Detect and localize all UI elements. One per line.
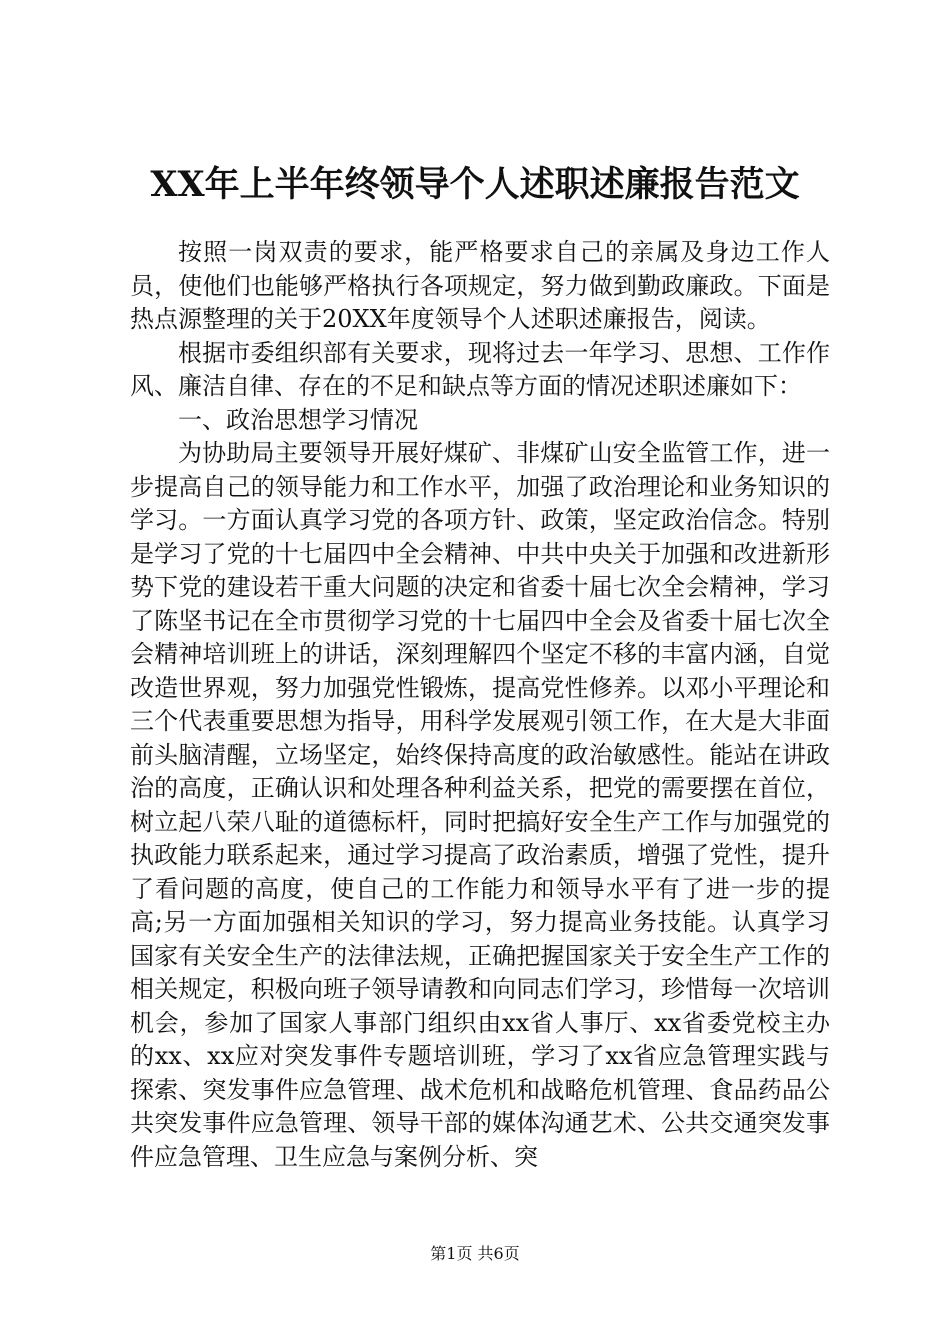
intro-paragraph: 按照一岗双责的要求，能严格要求自己的亲属及身边工作人员，使他们也能够严格执行各项规定，努力做到勤政廉政。下面是热点源整理的关于20XX年度领导个人述职述廉报告，阅读。 bbox=[130, 238, 830, 333]
overview-paragraph: 根据市委组织部有关要求，现将过去一年学习、思想、工作作风、廉洁自律、存在的不足和缺点等方面的情况述职述廉如下： bbox=[130, 338, 830, 400]
section-paragraph: 为协助局主要领导开展好煤矿、非煤矿山安全监管工作，进一步提高自己的领导能力和工作水平，加强了政治理论和业务知识的学习。一方面认真学习党的各项方针、政策，坚定政治信念。特别是学习了党的十七届四中全会精神、中共中央关于加强和改进新形势下党的建设若干重大问题的决定和省委十届七次全会精神，学习了陈坚书记在全市贯彻学习党的十七届四中全会及省委十届七次全会精神培训班上的讲话，深刻理解四个坚定不移的丰富内涵，自觉改造世界观，努力加强党性锻炼，提高党性修养。以邓小平理论和三个代表重要思想为指导，用科学发展观引领工作，在大是大非面前头脑清醒，立场坚定，始终保持高度的政治敏感性。能站在讲政治的高度，正确认识和处理各种利益关系，把党的需要摆在首位，树立起八荣八耻的道德标杆，同时把搞好安全生产工作与加强党的执政能力联系起来，通过学习提高了政治素质，增强了党性，提升了看问题的高度，使自己的工作能力和领导水平有了进一步的提高;另一方面加强相关知识的学习，努力提高业务技能。认真学习国家有关安全生产的法律法规，正确把握国家关于安全生产工作的相关规定，积极向班子领导请教和向同志们学习，珍惜每一次培训机会，参加了国家人事部门组织由xx省人事厅、xx省委党校主办的xx、xx应对突发事件专题培训班，学习了xx省应急管理实践与探索、突发事件应急管理、战术危机和战略危机管理、食品药品公共突发事件应急管理、领导干部的媒体沟通艺术、公共交通突发事件应急管理、卫生应急与案例分析、突 bbox=[130, 439, 830, 1171]
document-body bbox=[130, 236, 830, 1174]
section-heading: 一、政治思想学习情况 bbox=[178, 405, 418, 434]
document-title: XX年上半年终领导个人述职述廉报告范文 bbox=[150, 164, 800, 205]
page-number-footer: 第1页 共6页 bbox=[430, 1244, 520, 1263]
